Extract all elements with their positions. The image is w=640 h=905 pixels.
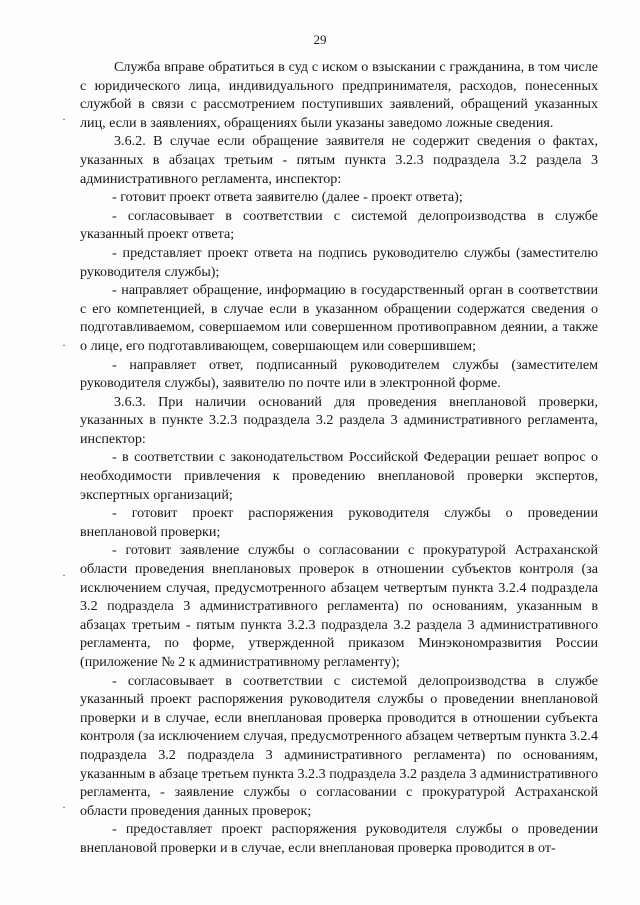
document-body bbox=[80, 58, 598, 858]
page-number: 29 bbox=[313, 32, 327, 47]
paragraph-court-claim: Служба вправе обратиться в суд с иском о взыскании с гражданина, в том числе с юридического лица, индивидуального предпринимателя, расходов, понесенных службой в связи с рассмотрением поступивших заявлений, обращений указанных лиц, если в заявлениях, обращениях были указаны заведомо ложные сведения. bbox=[80, 59, 598, 131]
scan-dot-mark: · bbox=[62, 568, 66, 582]
scan-dot-mark: · bbox=[62, 338, 66, 352]
scan-dot-mark: · bbox=[62, 112, 66, 126]
list-item: - согласовывает в соответствии с системой делопроизводства в службе указанный проект распоряжения руководителя службы о проведении внеплановой проверки и в случае, если внеплановая проверка проводится в отношении субъекта контроля (за исключением случая, предусмотренного абзацем четвертым пункта 3.2.4 подраздела 3.2 подраздела 3 административного регламента) по основаниям, указанным в абзаце третьем пункта 3.2.3 подраздела 3.2 раздела 3 административного регламента, - заявление службы о согласовании с прокуратурой Астраханской области проведения данных проверок; bbox=[80, 672, 598, 819]
scan-dot-mark: · bbox=[62, 800, 66, 814]
list-item: - готовит заявление службы о согласовании с прокуратурой Астраханской области проведения внеплановых проверок в отношении субъектов контроля (за исключением случая, предусмотренного абзацем четвертым пункта 3.2.4 подраздела 3.2 подраздела 3 административного регламента) по основаниям, указанным в абзацах третьим - пятым пункта 3.2.3 подраздела 3.2 раздела 3 административного регламента, по форме, утвержденной приказом Минэкономразвития России (приложение № 2 к административному регламенту); bbox=[80, 542, 598, 670]
list-item: - направляет обращение, информацию в государственный орган в соответствии с его компетенцией, в случае если в указанном обращении содержатся сведения о подготавливаемом, совершаемом или совершенном противоправном деянии, а также о лице, его подготавливающем, совершающем или совершившем; bbox=[80, 282, 598, 354]
list-item: - готовит проект распоряжения руководителя службы о проведении внеплановой проверки; bbox=[80, 505, 598, 540]
list-item: - представляет проект ответа на подпись руководителю службы (заместителю руководителя службы); bbox=[80, 244, 598, 280]
paragraph-3-6-3: 3.6.3. При наличии оснований для проведения внеплановой проверки, указанных в пункте 3.2.3 подраздела 3.2 раздела 3 административного регламента, инспектор: bbox=[80, 393, 598, 447]
list-item: - в соответствии с законодательством Российской Федерации решает вопрос о необходимости привлечения к проведению внеплановой проверки экспертов, экспертных организаций; bbox=[80, 449, 598, 503]
list-item: - предоставляет проект распоряжения руководителя службы о проведении внеплановой проверки и в случае, если внеплановая проверка проводится в от- bbox=[80, 821, 598, 856]
list-item: - готовит проект ответа заявителю (далее - проект ответа); bbox=[112, 189, 463, 206]
paragraph-3-6-2: 3.6.2. В случае если обращение заявителя не содержит сведения о фактах, указанных в абзацах третьим - пятым пункта 3.2.3 подраздела 3.2 раздела 3 административного регламента, инспектор: bbox=[80, 133, 598, 187]
list-item: - направляет ответ, подписанный руководителем службы (заместителем руководителя службы), заявителю по почте или в электронной форме. bbox=[80, 356, 598, 392]
list-item: - согласовывает в соответствии с системой делопроизводства в службе указанный проект ответа; bbox=[80, 207, 598, 243]
